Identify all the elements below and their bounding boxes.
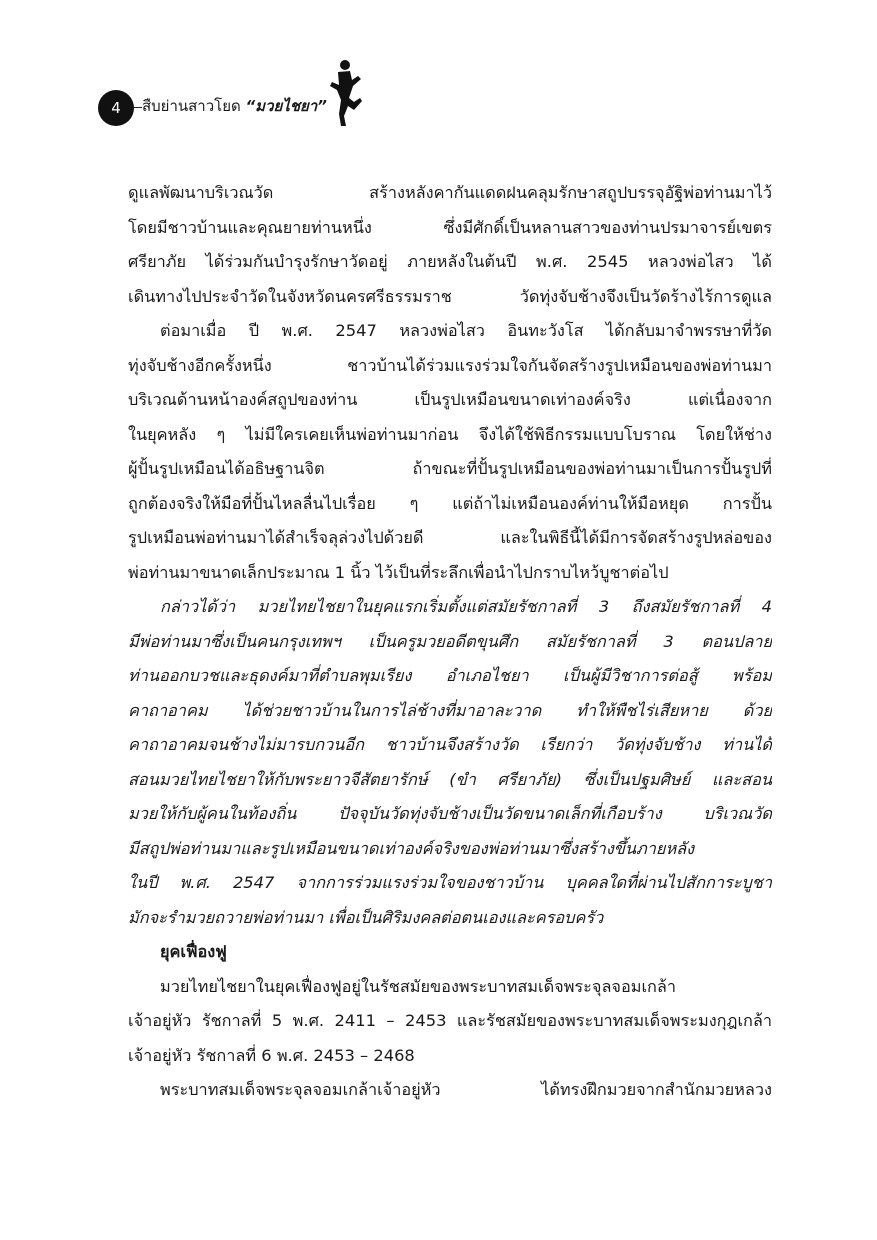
text-line: พระบาทสมเด็จพระจุลจอมเกล้าเจ้าอยู่หัว ได้ทรงฝึกมวยจากสำนักมวยหลวง <box>160 1080 772 1099</box>
running-header <box>98 58 378 128</box>
text-line-italic: มักจะรำมวยถวายพ่อท่านมา เพื่อเป็นศิริมงคลต่อตนเองและครอบครัว <box>128 907 604 927</box>
text-line-italic: คาถาอาคมจนช้างไม่มารบกวนอีก ชาวบ้านจึงสร้างวัด เรียกว่า วัดทุ่งจับช้าง ท่านได้ <box>128 735 772 754</box>
text-line-italic: มีพ่อท่านมาซึ่งเป็นคนกรุงเทพฯ เป็นครูมวยอดีตขุนศึก สมัยรัชกาลที่ 3 ตอนปลาย <box>128 631 772 651</box>
section-heading: ยุคเฟื่องฟู <box>160 942 227 961</box>
text-line: ทุ่งจับช้างอีกครั้งหนึ่ง ชาวบ้านได้ร่วมแรงร่วมใจกันจัดสร้างรูปเหมือนของพ่อท่านมา <box>128 355 772 375</box>
body-text <box>128 176 772 1108</box>
text-line: พ่อท่านมาขนาดเล็กประมาณ 1 นิ้ว ไว้เป็นที่ระลึกเพื่อนำไปกราบไหว้บูชาต่อไป <box>128 562 669 582</box>
text-line: เจ้าอยู่หัว รัชกาลที่ 6 พ.ศ. 2453 – 2468 <box>128 1045 415 1065</box>
text-line: ต่อมาเมื่อ ปี พ.ศ. 2547 หลวงพ่อไสว อินทะวังโส ได้กลับมาจำพรรษาที่วัด <box>160 321 772 340</box>
text-line-italic: มวยให้กับผู้คนในท้องถิ่น ปัจจุบันวัดทุ่งจับช้างเป็นวัดขนาดเล็กที่เกือบร้าง บริเวณวัด <box>128 804 772 823</box>
text-line: มวยไทยไชยาในยุคเฟื่องฟูอยู่ในรัชสมัยของพระบาทสมเด็จพระจุลจอมเกล้า <box>160 976 677 996</box>
running-title-emphasis: “มวยไชยา” <box>245 97 327 115</box>
text-line: บริเวณด้านหน้าองค์สถูปของท่าน เป็นรูปเหมือนขนาดเท่าองค์จริง แต่เนื่องจาก <box>128 390 772 409</box>
text-line-italic: กล่าวได้ว่า มวยไทยไชยาในยุคแรกเริ่มตั้งแต่สมัยรัชกาลที่ 3 ถึงสมัยรัชกาลที่ 4 <box>160 597 772 616</box>
running-title-prefix: สืบย่านสาวโยด <box>142 97 241 115</box>
text-line: เจ้าอยู่หัว รัชกาลที่ 5 พ.ศ. 2411 – 2453 และรัชสมัยของพระบาทสมเด็จพระมงกุฎเกล้า <box>128 1011 772 1030</box>
text-line-italic: ในปี พ.ศ. 2547 จากการร่วมแรงร่วมใจของชาวบ้าน บุคคลใดที่ผ่านไปสักการะบูชา <box>128 873 772 892</box>
text-line-italic: สอนมวยไทยไชยาให้กับพระยาวจีสัตยารักษ์ (ขำ ศรียาภัย) ซึ่งเป็นปฐมศิษย์ และสอน <box>128 769 772 789</box>
text-line: ถูกต้องจริงให้มือที่ปั้นไหลลื่นไปเรื่อย ๆ แต่ถ้าไม่เหมือนองค์ท่านให้มือหยุด การปั้น <box>128 493 772 513</box>
page-number-badge: 4 <box>98 90 134 126</box>
text-line-italic: ท่านออกบวชและธุดงค์มาที่ตำบลพุมเรียง อำเภอไชยา เป็นผู้มีวิชาการต่อสู้ พร้อม <box>128 666 772 685</box>
text-line: ดูแลพัฒนาบริเวณวัด สร้างหลังคากันแดดฝนคลุมรักษาสถูปบรรจุอัฐิพ่อท่านมาไว้ <box>128 183 772 202</box>
text-line: ศรียาภัย ได้ร่วมกันบำรุงรักษาวัดอยู่ ภายหลังในต้นปี พ.ศ. 2545 หลวงพ่อไสว ได้ <box>128 252 772 271</box>
text-line: ผู้ปั้นรูปเหมือนได้อธิษฐานจิต ถ้าขณะที่ปั้นรูปเหมือนของพ่อท่านมาเป็นการปั้นรูปที่ <box>128 459 772 478</box>
running-title <box>142 96 331 116</box>
text-line: เดินทางไปประจำวัดในจังหวัดนครศรีธรรมราช วัดทุ่งจับช้างจึงเป็นวัดร้างไร้การดูแล <box>128 286 772 306</box>
boxer-silhouette-icon <box>324 58 364 128</box>
text-line: ในยุคหลัง ๆ ไม่มีใครเคยเห็นพ่อท่านมาก่อน จึงได้ใช้พิธีกรรมแบบโบราณ โดยให้ช่าง <box>128 424 772 444</box>
text-line: รูปเหมือนพ่อท่านมาได้สำเร็จลุล่วงไปด้วยดี และในพิธีนี้ได้มีการจัดสร้างรูปหล่อของ <box>128 528 772 547</box>
text-line-italic: มีสถูปพ่อท่านมาและรูปเหมือนขนาดเท่าองค์จริงของพ่อท่านมาซึ่งสร้างขึ้นภายหลัง <box>128 838 695 858</box>
text-line: โดยมีชาวบ้านและคุณยายท่านหนึ่ง ซึ่งมีศักดิ์เป็นหลานสาวของท่านปรมาจารย์เขตร <box>128 217 772 237</box>
text-line-italic: คาถาอาคม ได้ช่วยชาวบ้านในการไล่ช้างที่มาอาละวาด ทำให้พืชไร่เสียหาย ด้วย <box>128 700 772 720</box>
